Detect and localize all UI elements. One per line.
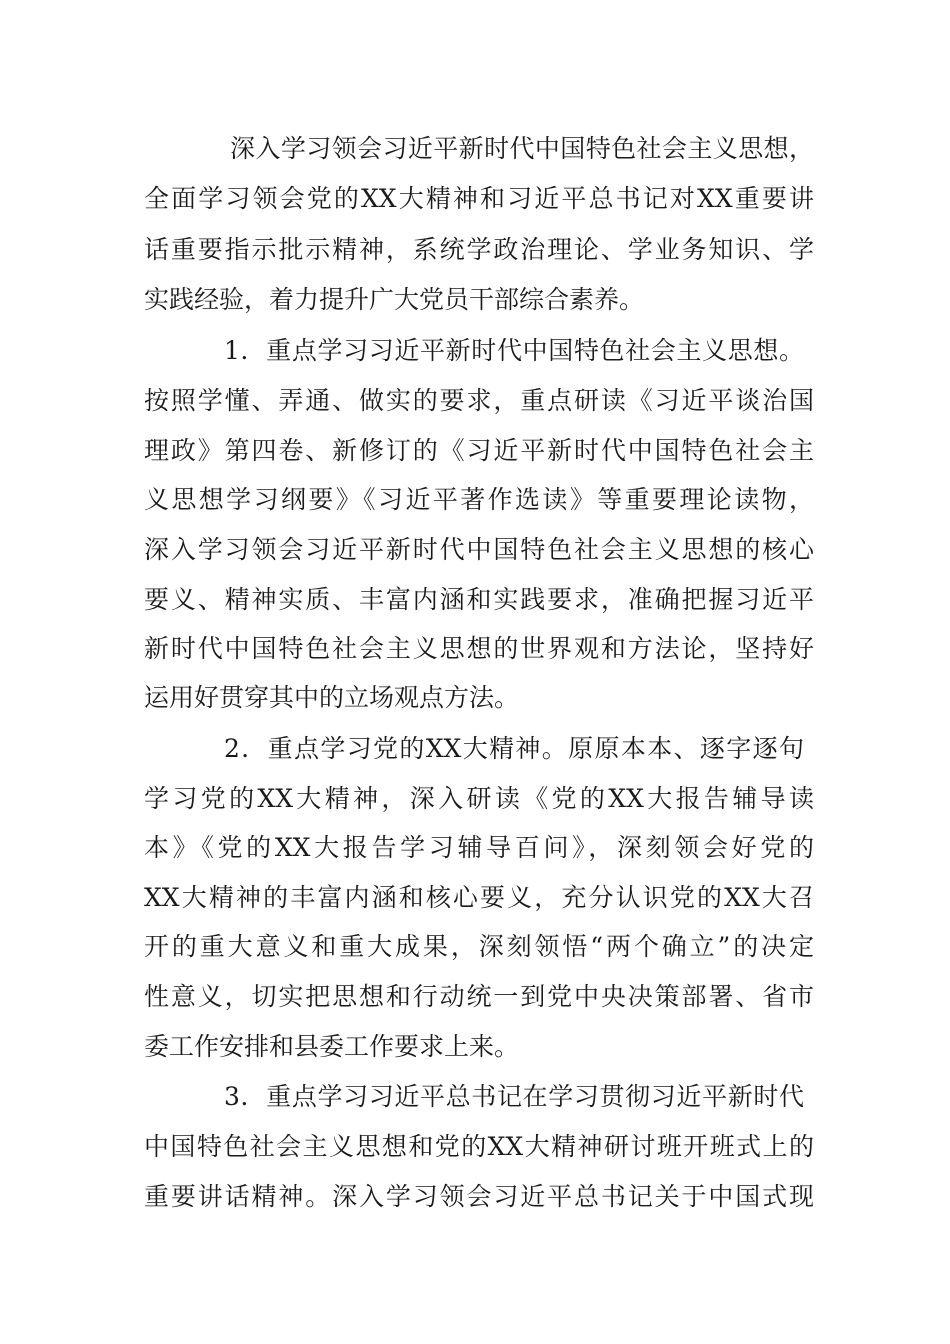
text-line: 性意义，切实把思想和行动统一到党中央决策部署、省市 (144, 982, 814, 1011)
text-line: 委工作安排和县委工作要求上来。 (144, 1032, 520, 1061)
text-line: 全面学习领会党的XX大精神和习近平总书记对XX重要讲 (144, 184, 814, 213)
text-line: 话重要指示批示精神，系统学政治理论、学业务知识、学 (144, 235, 814, 264)
text-line: XX大精神的丰富内涵和核心要义，充分认识党的XX大召 (144, 883, 814, 912)
text-line: 3．重点学习习近平总书记在学习贯彻习近平新时代 (224, 1082, 804, 1111)
text-line: 深入学习领会习近平新时代中国特色社会主义思想， (230, 134, 814, 163)
text-line: 重要讲话精神。深入学习领会习近平总书记关于中国式现 (144, 1182, 814, 1211)
text-line: 按照学懂、弄通、做实的要求，重点研读《习近平谈治国 (144, 386, 814, 415)
text-line: 深入学习领会习近平新时代中国特色社会主义思想的核心 (144, 535, 814, 564)
text-line: 新时代中国特色社会主义思想的世界观和方法论，坚持好 (144, 634, 814, 663)
text-line: 运用好贯穿其中的立场观点方法。 (144, 683, 520, 712)
text-line: 1．重点学习习近平新时代中国特色社会主义思想。 (224, 336, 804, 365)
text-line: 本》《党的XX大报告学习辅导百问》，深刻领会好党的 (144, 833, 814, 862)
text-line: 学习党的XX大精神，深入研读《党的XX大报告辅导读 (144, 784, 814, 813)
text-line: 中国特色社会主义思想和党的XX大精神研讨班开班式上的 (144, 1132, 814, 1161)
text-line: 实践经验，着力提升广大党员干部综合素养。 (144, 285, 645, 314)
text-line: 理政》第四卷、新修订的《习近平新时代中国特色社会主 (144, 436, 814, 465)
text-line: 2．重点学习党的XX大精神。原原本本、逐字逐句 (224, 734, 804, 763)
text-line: 开的重大意义和重大成果，深刻领悟“两个确立”的决定 (144, 932, 814, 961)
text-line: 义思想学习纲要》《习近平著作选读》等重要理论读物， (144, 485, 814, 514)
text-line: 要义、精神实质、丰富内涵和实践要求，准确把握习近平 (144, 585, 814, 614)
